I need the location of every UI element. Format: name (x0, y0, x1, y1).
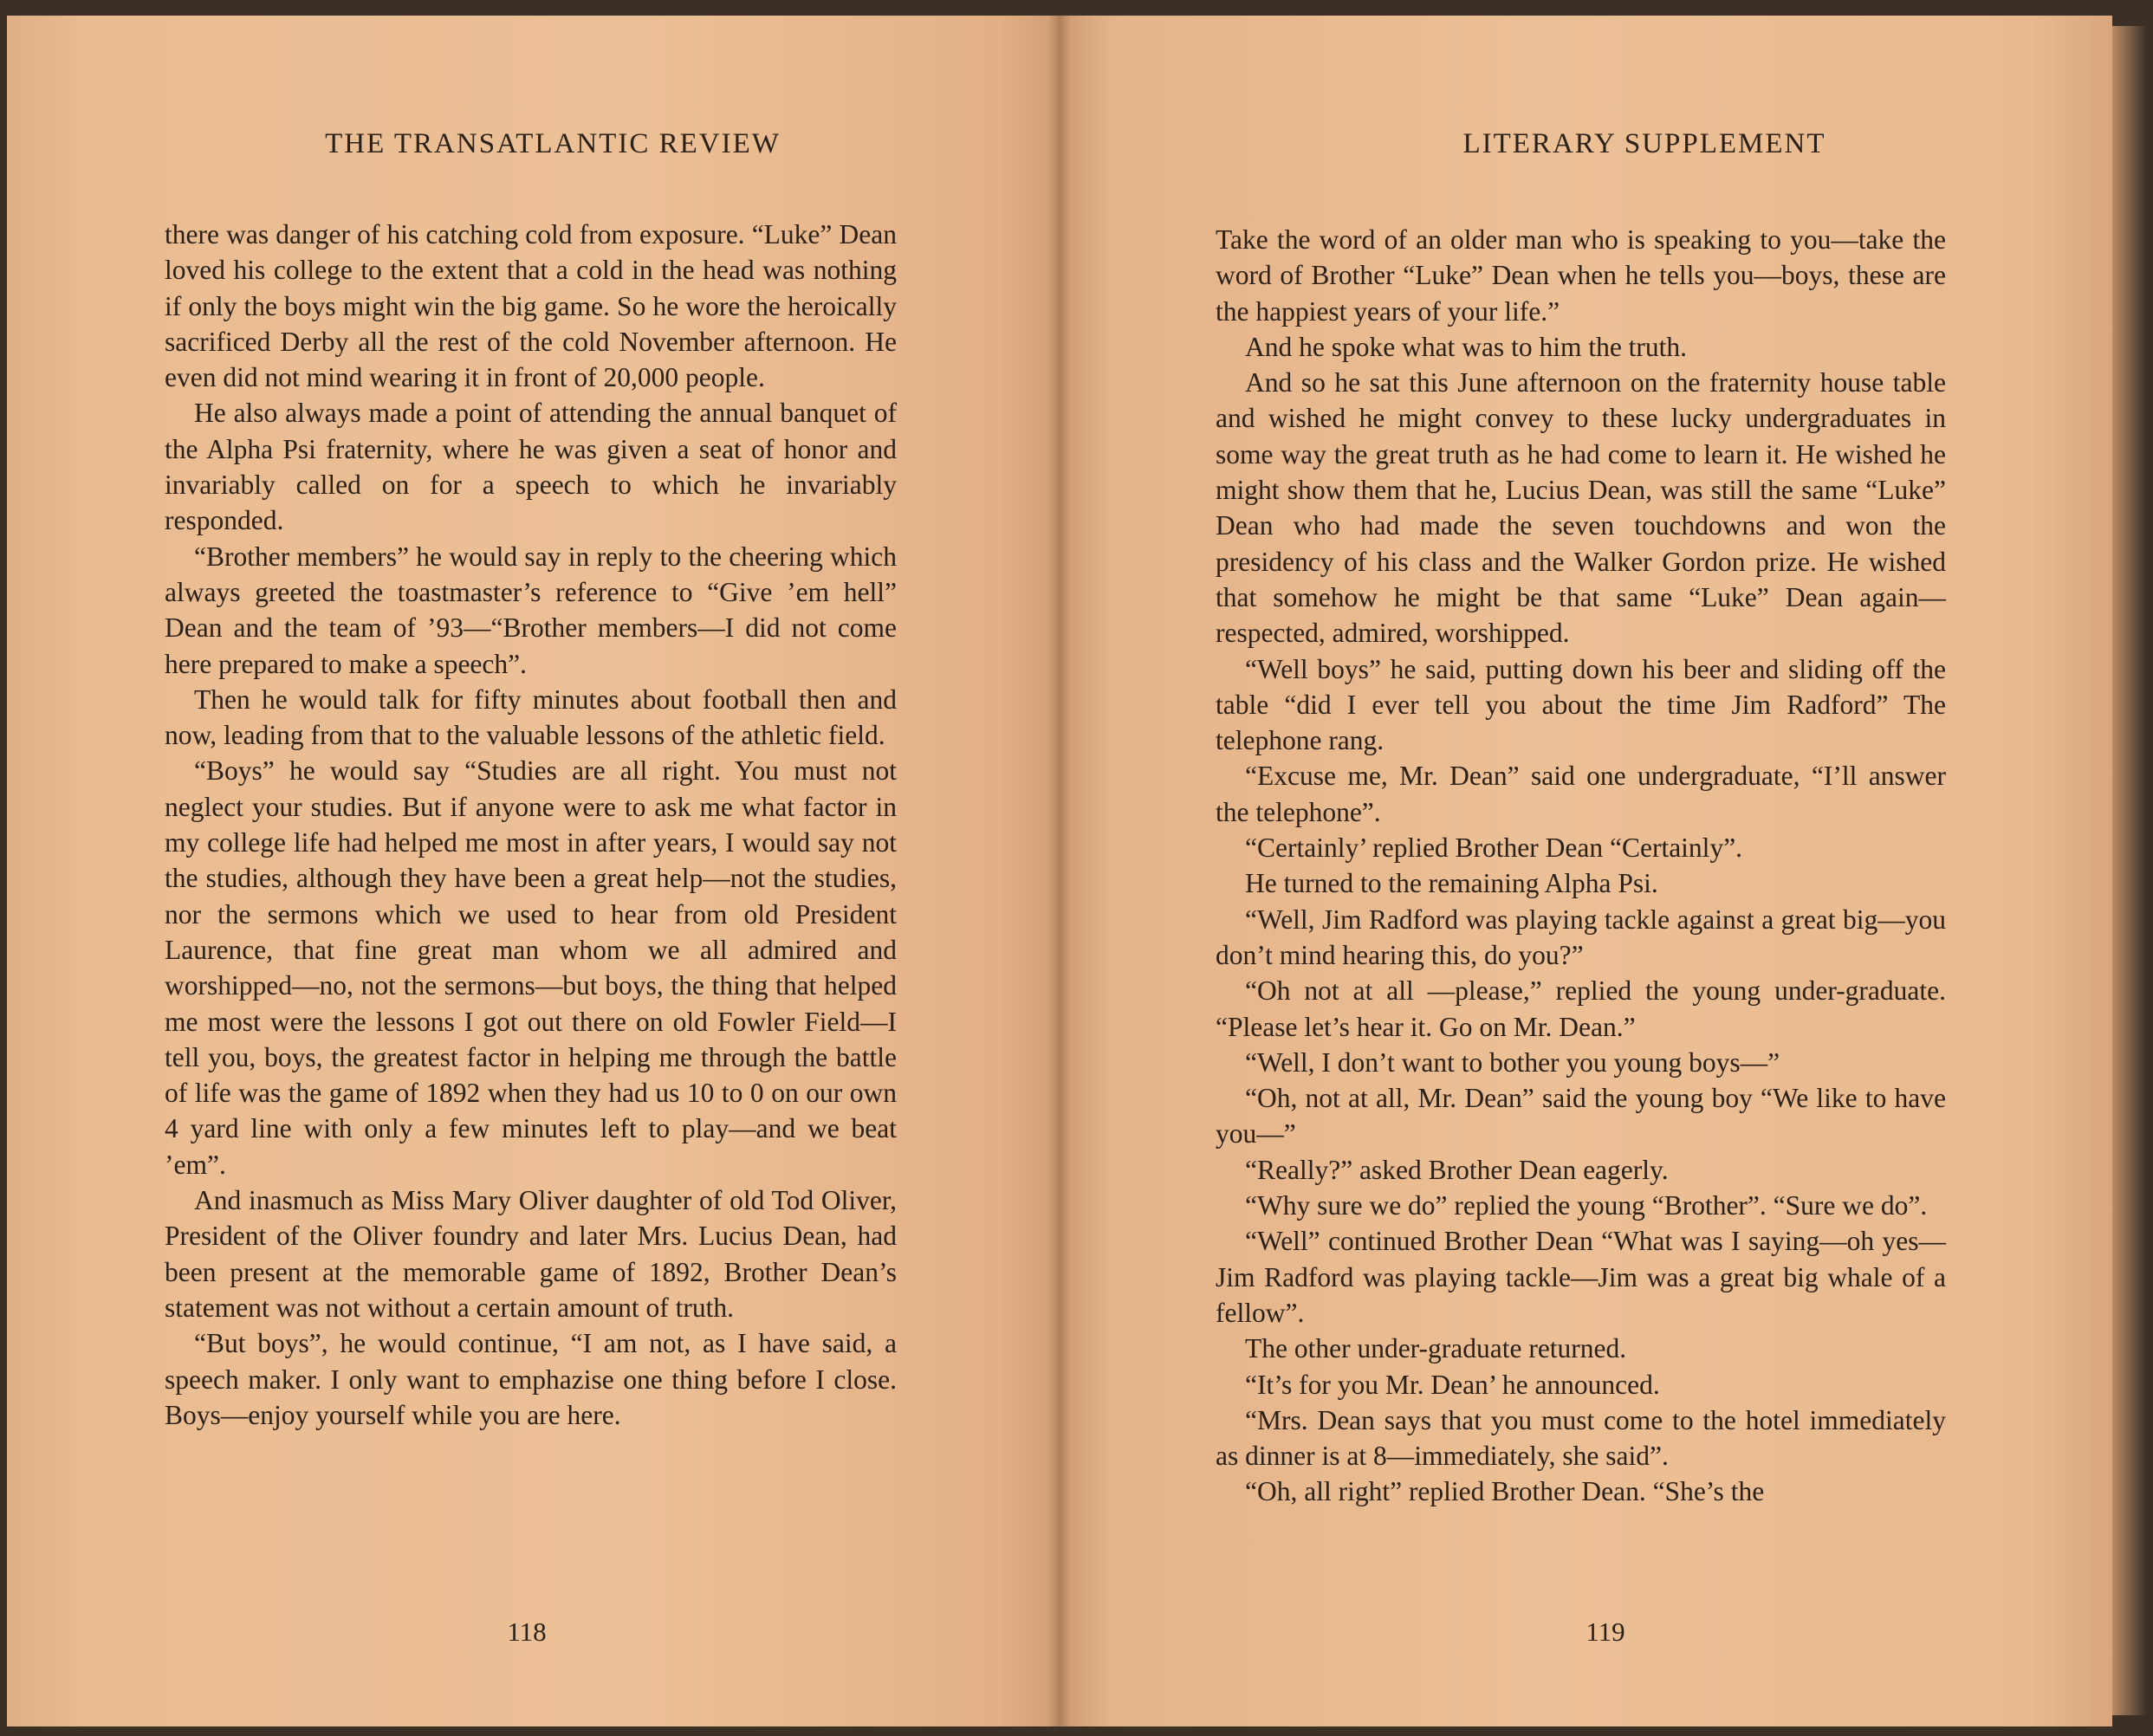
right-paragraph-1: Take the word of an older man who is speaking to you—take the word of Brother “Luke” Dean when he tells you—boys, these are the happiest years of your life.” (1216, 224, 1946, 327)
page-edges (2112, 26, 2147, 1715)
right-paragraph-6: “Certainly’ replied Brother Dean “Certainly”. (1245, 832, 1743, 864)
right-paragraph-15: The other under-graduate returned. (1245, 1333, 1627, 1364)
right-paragraph-11: “Oh, not at all, Mr. Dean” said the young boy “We like to have you—” (1216, 1083, 1946, 1150)
right-paragraph-14: “Well” continued Brother Dean “What was I saying—oh yes—Jim Radford was playing tackle—Jim was a great big whale of a fellow”. (1216, 1226, 1946, 1328)
right-paragraph-8: “Well, Jim Radford was playing tackle against a great big—you don’t mind hearing this, do you?” (1216, 904, 1946, 970)
right-paragraph-13: “Why sure we do” replied the young “Brother”. “Sure we do”. (1245, 1190, 1928, 1221)
left-paragraph-6: And inasmuch as Miss Mary Oliver daughter of old Tod Oliver, President of the Oliver foundry and later Mrs. Lucius Dean, had been present at the memorable game of 1892, Brother Dean’s statement was not without a certain amount of truth. (165, 1185, 897, 1323)
right-paragraph-4: “Well boys” he said, putting down his beer and sliding off the table “did I ever tell you about the time Jim Radford” The telephone rang. (1216, 653, 1946, 756)
left-paragraph-1: there was danger of his catching cold from exposure. “Luke” Dean loved his college to the extent that a cold in the head was nothing if only the boys might win the big game. So he wore the heroically sacrificed Derby all the rest of the cold November afternoon. He even did not mind wearing it in front of 20,000 people. (165, 219, 897, 393)
right-paragraph-16: “It’s for you Mr. Dean’ he announced. (1245, 1369, 1660, 1400)
right-page-number: 119 (1586, 1616, 1625, 1647)
right-paragraph-12: “Really?” asked Brother Dean eagerly. (1245, 1154, 1669, 1185)
right-paragraph-2: And he spoke what was to him the truth. (1245, 331, 1688, 362)
right-paragraph-5: “Excuse me, Mr. Dean” said one undergraduate, “I’ll answer the telephone”. (1216, 761, 1946, 827)
right-paragraph-9: “Oh not at all —please,” replied the young under-graduate. “Please let’s hear it. Go on Mr. Dean.” (1216, 975, 1946, 1042)
right-text-block (1216, 222, 1946, 1510)
right-running-head: LITERARY SUPPLEMENT (1462, 128, 1826, 159)
left-paragraph-5: “Boys” he would say “Studies are all right. You must not neglect your studies. But if anyone were to ask me what factor in my college life had helped me most in after years, I would say not the studies, although they have been a great help—not the studies, nor the sermons which we used to hear from old President Laurence, that fine great man whom we all admired and worshipped—no, not the sermons—but boys, the thing that helped me most were the lessons I got out there on old Fowler Field—I tell you, boys, the greatest factor in helping me through the battle of life was the game of 1892 when they had us 10 to 0 on our own 4 yard line with only a few minutes left to play—and we beat ’em”. (165, 755, 897, 1180)
left-paragraph-4: Then he would talk for fifty minutes about football then and now, leading from that to the valuable lessons of the athletic field. (165, 683, 897, 751)
right-page (1060, 16, 2112, 1726)
right-paragraph-7: He turned to the remaining Alpha Psi. (1245, 868, 1658, 899)
left-paragraph-3: “Brother members” he would say in reply to the cheering which always greeted the toastmaster’s reference to “Give ’em hell” Dean and the team of ’93—“Brother members—I did not come here prepared to make a speech”. (165, 541, 897, 679)
left-paragraph-2: He also always made a point of attending the annual banquet of the Alpha Psi fraternity, where he was given a seat of honor and invariably called on for a speech to which he invariably responded. (165, 398, 897, 536)
right-paragraph-3: And so he sat this June afternoon on the fraternity house table and wished he might convey to these lucky undergraduates in some way the great truth as he had come to learn it. He wished he might show them that he, Lucius Dean, was still the same “Luke” Dean who had made the seven touchdowns and won the presidency of his class and the Walker Gordon prize. He wished that somehow he might be that same “Luke” Dean again—respected, admired, worshipped. (1216, 367, 1946, 649)
left-running-head: THE TRANSATLANTIC REVIEW (325, 128, 781, 159)
right-paragraph-10: “Well, I don’t want to bother you young boys—” (1245, 1046, 1780, 1078)
left-text-block (165, 217, 897, 1433)
left-page-number: 118 (507, 1616, 547, 1647)
right-paragraph-18: “Oh, all right” replied Brother Dean. “She’s the (1245, 1476, 1765, 1507)
book-gutter (1048, 16, 1071, 1726)
left-page (7, 16, 1060, 1726)
right-paragraph-17: “Mrs. Dean says that you must come to the hotel immediately as dinner is at 8—immediately, she said”. (1216, 1404, 1946, 1472)
left-paragraph-7: “But boys”, he would continue, “I am not, as I have said, a speech maker. I only want to emphazise one thing before I close. Boys—enjoy yourself while you are here. (165, 1328, 897, 1430)
